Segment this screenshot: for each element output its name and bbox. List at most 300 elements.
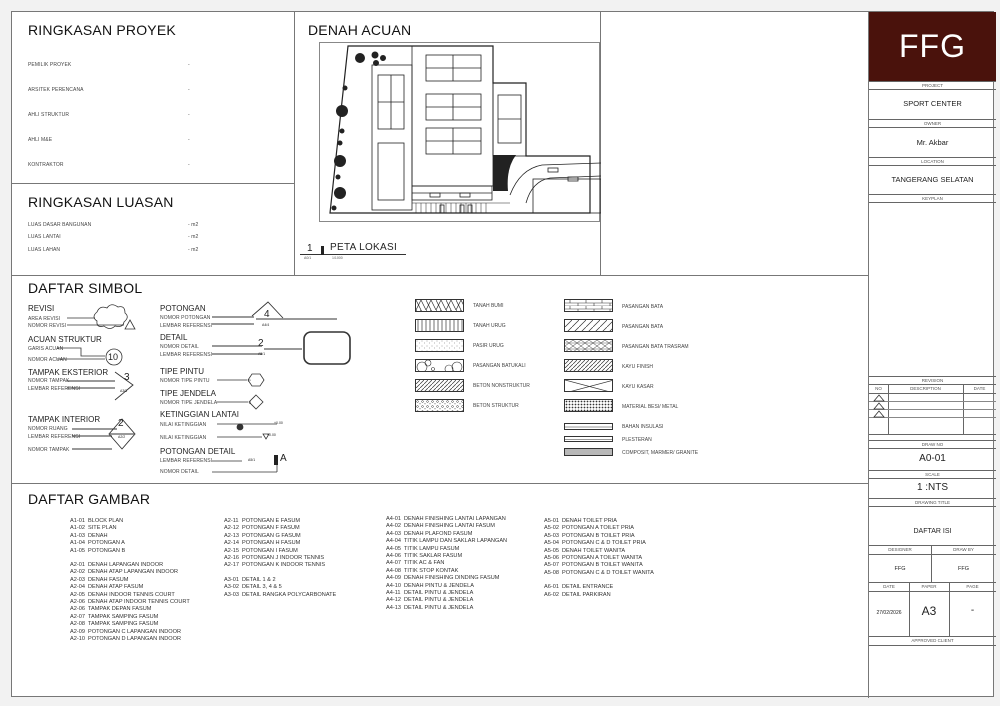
drawing-list-column-4 <box>544 518 654 599</box>
drawing-name: POTONGAN A TOILET WANITA <box>562 555 643 562</box>
drawing-list-item <box>224 592 336 599</box>
drawing-name: DETAIL PINTU & JENDELA <box>404 597 474 604</box>
field-caption: DRAW NO <box>869 440 996 449</box>
material-label: PASIR URUG <box>473 343 504 349</box>
drawing-code: A2-17 <box>224 562 239 569</box>
field-label: LUAS DASAR BANGUNAN <box>28 222 92 228</box>
drawing-list-item <box>224 518 336 525</box>
drawing-list-column-1 <box>70 518 190 644</box>
drawing-code: A2-01 <box>70 562 85 569</box>
drawing-name: DETAIL 3, 4 & 5 <box>242 584 282 591</box>
bata-trasram-hatch-icon <box>564 339 613 352</box>
besi-metal-hatch-icon <box>564 399 613 412</box>
sheet-ref: A0/1 <box>304 256 312 260</box>
drawing-list-item <box>70 636 190 643</box>
symbol-title: ACUAN STRUKTUR <box>28 335 102 344</box>
drawing-list-item <box>224 540 336 547</box>
symbol-title: POTONGAN <box>160 304 206 313</box>
drawing-name: POTONGAN E FASUM <box>242 518 301 524</box>
divider <box>869 409 996 410</box>
drawing-list-item <box>386 560 507 567</box>
field-caption: APPROVED CLIENT <box>869 637 996 646</box>
symbol-title: DETAIL <box>160 333 188 342</box>
drawing-code: A2-16 <box>224 555 239 562</box>
rev-no-header: NO <box>875 386 882 391</box>
material-label: BAHAN INSULASI <box>622 424 664 430</box>
company-logo: FFG <box>869 12 996 81</box>
material-label: BETON NONSTRUKTUR <box>473 383 530 389</box>
title-block <box>868 12 995 698</box>
drawing-list-item <box>544 533 654 540</box>
drawing-name: TITIK SAKLAR FASUM <box>404 553 463 560</box>
drawing-list-item <box>70 518 190 525</box>
field-value: - <box>188 112 190 118</box>
level-value: +0.00 <box>267 433 276 437</box>
drawing-name: DETAIL PINTU & JENDELA <box>404 590 474 597</box>
drawing-list-item <box>70 584 190 591</box>
drawing-code: A4-03 <box>386 530 401 537</box>
drawing-code: A5-02 <box>544 525 559 532</box>
drawing-code: A5-01 <box>544 518 559 524</box>
site-plan-drawing <box>319 42 600 222</box>
drawing-list-item <box>70 540 190 547</box>
drawing-code: A4-01 <box>386 516 401 522</box>
drawing-code: A2-10 <box>70 636 85 643</box>
drawing-code: A1-05 <box>70 547 85 554</box>
symbol-ref: A5/1 <box>258 352 266 356</box>
date-value: 27/02/2026 <box>876 610 902 616</box>
symbol-number: 10 <box>108 352 119 362</box>
symbol-label: LEMBAR REFERENSI <box>28 434 81 440</box>
symbol-label: LEMBAR REFERENSI <box>160 352 213 358</box>
field-value: - m2 <box>188 247 199 253</box>
rev-date-header: DATE <box>973 386 986 391</box>
material-label: BETON STRUKTUR <box>473 403 519 409</box>
pasangan-bata-hatch-icon <box>564 299 613 312</box>
drawing-name: POTONGAN A <box>88 540 125 547</box>
drawing-code: A2-03 <box>70 576 85 583</box>
revision-table <box>869 385 996 435</box>
drawing-list-item <box>386 568 507 575</box>
drawing-name: DENAH FINISHING LANTAI LAPANGAN <box>404 516 506 522</box>
symbol-ref: A5/1 <box>248 458 256 462</box>
drawing-list-item <box>70 629 190 636</box>
field-label: AHLI STRUKTUR <box>28 112 70 118</box>
plesteran-hatch-icon <box>564 436 613 442</box>
drawing-code: A1-02 <box>70 525 85 532</box>
drawing-code: A1-04 <box>70 540 85 547</box>
drawing-code: A2-14 <box>224 540 239 547</box>
drawing-code: A3-03 <box>224 591 239 598</box>
drawing-code: A6-01 <box>544 584 559 591</box>
field-label: LUAS LANTAI <box>28 234 61 240</box>
drawing-list-item <box>544 518 654 525</box>
label-underline <box>300 254 406 255</box>
drawing-name: DENAH ATAP LAPANGAN INDOOR <box>88 569 179 576</box>
material-label: TANAH BUMI <box>473 303 504 309</box>
drawing-name: DETAIL PARKIRAN <box>562 591 611 598</box>
drawing-name: POTONGAN B <box>88 547 126 554</box>
symbol-ref: A2/2 <box>118 435 126 439</box>
drawing-number: 1 <box>307 243 313 254</box>
approved-client-area <box>869 646 996 698</box>
material-label: KAYU FINISH <box>622 364 654 370</box>
field-caption: DRAWING TITLE <box>869 498 996 507</box>
symbol-ref: A4/4 <box>262 323 270 327</box>
drawby-value: FFG <box>958 566 969 572</box>
drawing-code: A6-02 <box>544 591 559 598</box>
field-caption: KEYPLAN <box>869 194 996 203</box>
drawing-name: DETAIL ENTRANCE <box>562 584 614 591</box>
drawing-list-item <box>386 523 507 530</box>
drawing-list-item <box>386 597 507 604</box>
tanah-urug-hatch-icon <box>415 319 464 332</box>
drawing-code: A2-15 <box>224 547 239 554</box>
symbol-number: 2 <box>258 338 264 349</box>
divider <box>869 393 996 394</box>
drawing-code: A5-06 <box>544 555 559 562</box>
drawing-list-item <box>386 575 507 582</box>
level-value: +0.00 <box>274 421 283 425</box>
symbol-label: NILAI KETINGGIAN <box>160 422 207 428</box>
field-caption: DATE <box>883 584 895 589</box>
designer-value: FFG <box>894 566 906 572</box>
drawing-list-item <box>544 540 654 547</box>
field-value: - <box>188 162 190 168</box>
paper-value: A3 <box>921 604 937 618</box>
symbol-label: GARIS ACUAN <box>28 346 64 352</box>
beton-nonstruktur-hatch-icon <box>415 379 464 392</box>
drawing-list-item <box>224 562 336 569</box>
drawing-name: DETAIL PINTU & JENDELA <box>404 604 474 611</box>
symbol-ref: A3/3 <box>120 389 128 393</box>
drawing-list-item <box>386 546 507 553</box>
drawing-code: A2-02 <box>70 569 85 576</box>
drawing-code: A2-09 <box>70 628 85 635</box>
drawing-title-value: DAFTAR ISI <box>913 528 952 535</box>
drawing-code: A4-02 <box>386 523 401 530</box>
symbol-title: TIPE PINTU <box>160 367 205 376</box>
insulasi-hatch-icon <box>564 423 613 430</box>
drawing-list-item <box>70 599 190 606</box>
pasir-urug-hatch-icon <box>415 339 464 352</box>
field-value: - <box>188 87 190 93</box>
list-gap <box>224 570 336 577</box>
drawing-code: A5-07 <box>544 562 559 569</box>
site-plan-icon <box>320 43 601 223</box>
symbol-number: 3 <box>124 372 130 383</box>
drawing-code: A4-06 <box>386 553 401 560</box>
symbol-label: NOMOR TIPE PINTU <box>160 378 210 384</box>
section-title: DENAH ACUAN <box>308 22 412 38</box>
drawing-code: A2-13 <box>224 532 239 539</box>
drawing-name: POTONGAN F FASUM <box>242 525 300 532</box>
field-caption: PROJECT <box>869 81 996 90</box>
drawing-name: DENAH TOILET WANITA <box>562 547 626 554</box>
drawing-code: A5-08 <box>544 569 559 576</box>
drawing-name: POTONGAN C & D TOILET WANITA <box>562 569 654 576</box>
drawing-name: DENAH PINTU & JENDELA <box>404 582 474 589</box>
page-value: - <box>970 605 975 616</box>
drawing-list-item <box>544 592 654 599</box>
material-label: PASANGAN BATA <box>622 324 664 330</box>
drawing-code: A2-06 <box>70 599 85 606</box>
tanah-bumi-hatch-icon <box>415 299 464 312</box>
divider <box>12 183 294 184</box>
drawing-name: TITIK AC & FAN <box>404 560 445 567</box>
drawing-name: POTONGAN D LAPANGAN INDOOR <box>88 636 182 643</box>
section-title: RINGKASAN PROYEK <box>28 22 176 38</box>
symbol-label: AREA REVISI <box>28 316 61 322</box>
label-marker <box>321 246 324 255</box>
field-value: - <box>188 137 190 143</box>
date-paper-row <box>869 583 996 637</box>
material-label: MATERIAL BESI/ METAL <box>622 404 679 410</box>
section-title: RINGKASAN LUASAN <box>28 194 174 210</box>
symbol-label: NOMOR RUANG <box>28 426 68 432</box>
field-label: PEMILIK PROYEK <box>28 62 72 68</box>
drawing-name: SITE PLAN <box>88 525 117 532</box>
divider <box>869 554 996 555</box>
drawing-list-item <box>70 569 190 576</box>
drawing-sheet <box>11 11 994 697</box>
drawing-name: TITIK LAMPU FASUM <box>404 545 460 552</box>
drawing-list-item <box>386 538 507 545</box>
drawing-code: A4-10 <box>386 582 401 589</box>
symbol-label: LEMBAR REFERENSI <box>160 458 213 464</box>
drawing-scale: 1/1000 <box>332 256 343 260</box>
drawing-code: A3-01 <box>224 576 239 583</box>
revision-cloud-icon <box>67 302 137 332</box>
drawing-name: POTONGAN B TOILET PRIA <box>562 532 635 539</box>
drawing-list-item <box>386 590 507 597</box>
symbol-label: NOMOR TAMPAK <box>28 378 70 384</box>
divider <box>869 401 996 402</box>
drawing-list-item <box>544 584 654 591</box>
drawing-code: A4-12 <box>386 597 401 604</box>
section-cut-icon <box>212 300 342 330</box>
drawing-name: POTONGAN K INDOOR TENNIS <box>242 562 326 569</box>
material-label: PASANGAN BATA <box>622 304 664 310</box>
field-caption: PAPER <box>921 584 937 589</box>
drawing-list-item <box>386 583 507 590</box>
field-label: LUAS LAHAN <box>28 247 61 253</box>
field-value: - <box>188 62 190 68</box>
symbol-label: LEMBAR REFERENSI <box>28 386 81 392</box>
drawing-list-item <box>544 548 654 555</box>
field-caption: REVISION <box>869 376 996 385</box>
drawing-list-item <box>70 533 190 540</box>
drawing-name: POTONGAN H FASUM <box>242 540 301 547</box>
drawing-code: A4-08 <box>386 567 401 574</box>
drawing-list-item <box>224 533 336 540</box>
drawing-name: DENAH <box>88 532 108 539</box>
section-title: DAFTAR GAMBAR <box>28 491 151 507</box>
symbol-label: NOMOR DETAIL <box>160 469 199 475</box>
drawing-name: DENAH ATAP INDOOR TENNIS COURT <box>88 599 190 606</box>
drawing-name: DENAH ATAP FASUM <box>88 584 144 591</box>
list-gap <box>544 577 654 584</box>
drawing-title: PETA LOKASI <box>330 242 398 253</box>
detail-section-icon <box>212 453 282 475</box>
drawing-name: DETAIL RANGKA POLYCARBONATE <box>242 591 337 598</box>
symbol-label: NOMOR POTONGAN <box>160 315 211 321</box>
divider <box>12 483 868 484</box>
drawing-name: TAMPAK DEPAN FASUM <box>88 606 152 613</box>
drawing-code: A2-05 <box>70 591 85 598</box>
drawing-code: A5-04 <box>544 540 559 547</box>
drawing-list-item <box>386 531 507 538</box>
drawing-list-item <box>544 555 654 562</box>
field-caption: LOCATION <box>869 157 996 166</box>
material-label: TANAH URUG <box>473 323 506 329</box>
drawing-list-item <box>386 516 507 523</box>
drawing-code: A2-07 <box>70 613 85 620</box>
drawing-name: POTONGAN A TOILET PRIA <box>562 525 635 532</box>
drawing-code: A2-06 <box>70 606 85 613</box>
detail-callout-icon <box>212 328 357 368</box>
keyplan-area <box>869 203 996 376</box>
material-label: PLESTERAN <box>622 437 652 443</box>
field-caption: DRAW BY <box>953 547 974 552</box>
drawing-code: A4-13 <box>386 604 401 611</box>
drawing-name: DENAH FINISHING DINDING FASUM <box>404 575 500 582</box>
drawing-list-column-3 <box>386 516 507 612</box>
drawing-code: A4-09 <box>386 575 401 582</box>
drawing-list-item <box>70 525 190 532</box>
drawing-code: A1-03 <box>70 532 85 539</box>
drawing-list-item <box>386 553 507 560</box>
divider <box>12 275 868 276</box>
drawing-list-item <box>224 584 336 591</box>
drawing-name: DENAH TOILET PRIA <box>562 518 618 524</box>
drawing-code: A1-01 <box>70 518 85 524</box>
drawing-name: POTONGAN C & D TOILET PRIA <box>562 540 646 547</box>
symbol-code: J <box>249 400 251 405</box>
symbol-title: TAMPAK EKSTERIOR <box>28 368 109 377</box>
batukali-hatch-icon <box>415 359 464 372</box>
field-label: ARSITEK PERENCANA <box>28 87 84 93</box>
material-label: PASANGAN BATUKALI <box>473 363 526 369</box>
drawing-name: TAMPAK SAMPING FASUM <box>88 621 159 628</box>
symbol-title: REVISI <box>28 304 55 313</box>
symbol-label: LEMBAR REFERENSI <box>160 323 213 329</box>
symbol-title: TAMPAK INTERIOR <box>28 415 101 424</box>
drawing-list-item <box>544 525 654 532</box>
divider <box>869 591 996 592</box>
drawing-name: POTONGAN J INDOOR TENNIS <box>242 555 325 562</box>
pasangan-bata-diag-hatch-icon <box>564 319 613 332</box>
drawing-name: TITIK STOP KONTAK <box>404 567 459 574</box>
drawing-list-item <box>70 577 190 584</box>
interior-elevation-icon <box>72 416 142 452</box>
field-caption: PAGE <box>966 584 979 589</box>
drawing-name: DENAH INDOOR TENNIS COURT <box>88 591 175 598</box>
door-type-icon <box>217 372 267 388</box>
composit-hatch-icon <box>564 448 613 456</box>
kayu-kasar-hatch-icon <box>564 379 613 392</box>
drawing-code: A4-05 <box>386 545 401 552</box>
revision-triangle-icon <box>872 394 886 418</box>
drawing-name: TITIK LAMPU DAN SAKLAR LAPANGAN <box>404 538 508 545</box>
designer-row <box>869 545 996 583</box>
owner-name: Mr. Akbar <box>916 138 949 147</box>
drawing-code: A2-11 <box>224 518 239 524</box>
drawing-list-item <box>224 548 336 555</box>
symbol-label: NOMOR REVISI <box>28 323 67 329</box>
drawing-name: DENAH FINISHING LANTAI FASUM <box>404 523 495 530</box>
symbol-title: TIPE JENDELA <box>160 389 217 398</box>
symbol-label: NILAI KETINGGIAN <box>160 435 207 441</box>
symbol-code: A <box>280 453 287 464</box>
drawing-list-item <box>224 555 336 562</box>
drawing-name: DENAH LAPANGAN INDOOR <box>88 562 164 569</box>
rev-desc-header: DESCRIPTION <box>910 386 941 391</box>
symbol-title: POTONGAN DETAIL <box>160 447 236 456</box>
symbol-code: P <box>248 378 251 383</box>
drawing-code: A4-04 <box>386 538 401 545</box>
drawing-code: A4-07 <box>386 560 401 567</box>
drawing-name: DENAH PLAFOND FASUM <box>404 530 473 537</box>
drawing-list-item <box>544 570 654 577</box>
drawing-name: POTONGAN I FASUM <box>242 547 298 554</box>
beton-struktur-hatch-icon <box>415 399 464 412</box>
location-name: TANGERANG SELATAN <box>891 175 974 184</box>
drawing-list-item <box>224 577 336 584</box>
symbol-label: NOMOR ACUAN <box>28 357 67 363</box>
drawing-list-item <box>386 605 507 612</box>
drawing-name: POTONGAN B TOILET WANITA <box>562 562 643 569</box>
drawing-code: A2-08 <box>70 621 85 628</box>
section-title: DAFTAR SIMBOL <box>28 280 143 296</box>
field-caption: OWNER <box>869 119 996 128</box>
field-caption: DESIGNER <box>888 547 912 552</box>
drawing-list-item <box>224 525 336 532</box>
field-label: KONTRAKTOR <box>28 162 64 168</box>
drawing-list-item <box>70 614 190 621</box>
field-caption: SCALE <box>869 470 996 479</box>
drawing-code: A5-03 <box>544 532 559 539</box>
drawing-list-item <box>70 562 190 569</box>
drawing-name: TAMPAK SAMPING FASUM <box>88 613 159 620</box>
drawing-list-item <box>544 562 654 569</box>
symbol-label: NOMOR TAMPAK <box>28 447 70 453</box>
symbol-title: KETINGGIAN LANTAI <box>160 410 239 419</box>
drawing-list-column-2 <box>224 518 336 599</box>
field-value: - m2 <box>188 234 199 240</box>
drawing-name: DETAIL 1 & 2 <box>242 576 276 583</box>
drawing-code: A2-12 <box>224 525 239 532</box>
window-type-icon <box>217 394 267 410</box>
drawing-name: POTONGAN C LAPANGAN INDOOR <box>88 628 182 635</box>
drawing-code: A3-02 <box>224 584 239 591</box>
material-label: COMPOSIT, MARMER/ GRANITE <box>622 450 699 456</box>
scale-value: 1 :NTS <box>916 482 949 493</box>
drawing-name: BLOCK PLAN <box>88 518 124 524</box>
field-value: - m2 <box>188 222 199 228</box>
field-label: AHLI M&E <box>28 137 53 143</box>
kayu-finish-hatch-icon <box>564 359 613 372</box>
drawing-name: DENAH FASUM <box>88 576 129 583</box>
list-gap <box>70 555 190 562</box>
drawing-list-item <box>70 606 190 613</box>
drawing-code: A5-05 <box>544 547 559 554</box>
material-label: PASANGAN BATA TRASRAM <box>622 344 689 350</box>
symbol-number: 4 <box>264 309 270 320</box>
symbol-label: NOMOR TIPE JENDELA <box>160 400 218 406</box>
divider <box>294 12 295 275</box>
drawing-list-item <box>70 621 190 628</box>
